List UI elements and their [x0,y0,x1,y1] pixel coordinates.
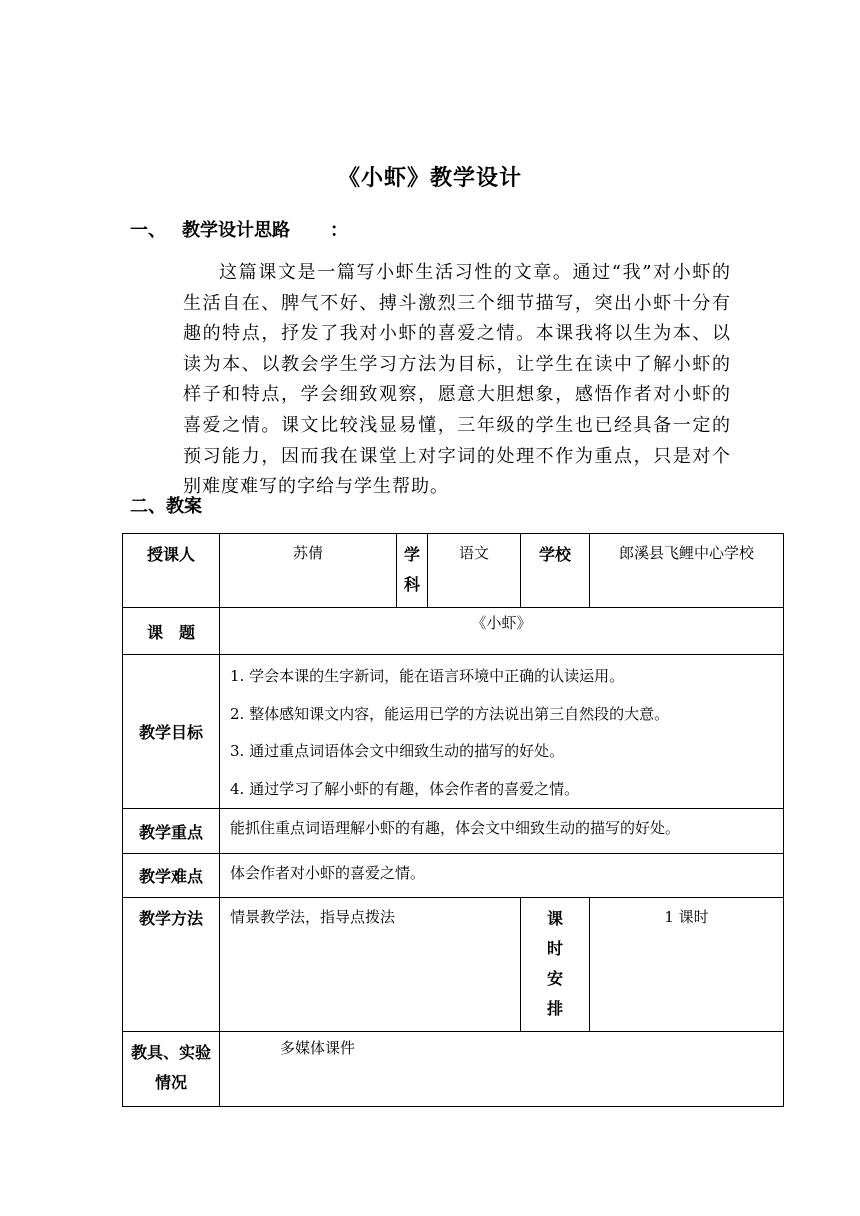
table-row-tools [123,1032,784,1107]
teacher-value: 苏倩 [220,534,397,608]
schedule-label-char: 课 [547,909,564,928]
key-point-value: 能抓住重点词语理解小虾的有趣，体会文中细致生动的描写的好处。 [220,809,784,854]
school-value: 郎溪县飞鲤中心学校 [590,534,784,608]
teacher-label: 授课人 [123,534,220,608]
section-colon: ： [330,220,348,241]
tools-value: 多媒体课件 [220,1032,784,1107]
method-value: 情景教学法，指导点拨法 [220,898,521,1032]
schedule-label-char: 时 [547,939,564,958]
schedule-label [521,898,590,1032]
goal-item: 2. 整体感知课文内容，能运用已学的方法说出第三自然段的大意。 [230,704,670,723]
design-idea-paragraph: 这篇课文是一篇写小虾生活习性的文章。通过“我”对小虾的生活自在、脾气不好、搏斗激烈三个细节描写，突出小虾十分有趣的特点，抒发了我对小虾的喜爱之情。本课我将以生为本、以读为本、以教会学生学习方法为目标，让学生在读中了解小虾的样子和特点，学会细致观察，愿意大胆想象，感悟作者对小虾的喜爱之情。课文比较浅显易懂，三年级的学生也已经具备一定的预习能力，因而我在课堂上对字词的处理不作为重点，只是对个别难度难写的字给与学生帮助。 [183,262,731,498]
tools-label-line: 教具、实验 [130,1043,211,1062]
schedule-value: 1 课时 [590,898,784,1032]
key-point-label: 教学重点 [123,809,220,854]
goal-item: 1. 学会本课的生字新词，能在语言环境中正确的认读运用。 [230,667,625,685]
schedule-label-char: 排 [547,999,564,1018]
subject-value: 语文 [428,534,521,608]
topic-value: 《小虾》 [220,608,784,655]
subject-label [397,534,428,608]
subject-label-char-2: 科 [403,575,420,594]
goal-item: 4. 通过学习了解小虾的有趣，体会作者的喜爱之情。 [230,779,580,798]
difficulty-value: 体会作者对小虾的喜爱之情。 [220,854,784,898]
goals-list [220,655,784,809]
lesson-plan-table [122,533,784,1107]
table-row-teacher [123,534,784,608]
goals-label: 教学目标 [123,655,220,809]
page-title: 《小虾》教学设计 [337,166,522,191]
section-heading-design-idea [130,216,348,242]
goal-item: 3. 通过重点词语体会文中细致生动的描写的好处。 [230,742,565,760]
topic-label: 课 题 [123,608,220,655]
section-heading-lesson-plan: 二、教案 [130,496,202,517]
subject-label-char-1: 学 [403,545,420,564]
section-title: 教学设计思路 [182,220,290,241]
school-label: 学校 [521,534,590,608]
difficulty-label: 教学难点 [123,854,220,898]
table-row-method [123,898,784,1032]
schedule-label-char: 安 [547,969,564,988]
method-label: 教学方法 [123,898,220,1032]
tools-label-line: 情况 [154,1073,187,1092]
table-row-topic [123,608,784,655]
table-row-goals [123,655,784,809]
tools-label [123,1032,220,1107]
table-row-key-point [123,809,784,854]
section-number: 一、 [130,220,166,241]
table-row-difficulty [123,854,784,898]
